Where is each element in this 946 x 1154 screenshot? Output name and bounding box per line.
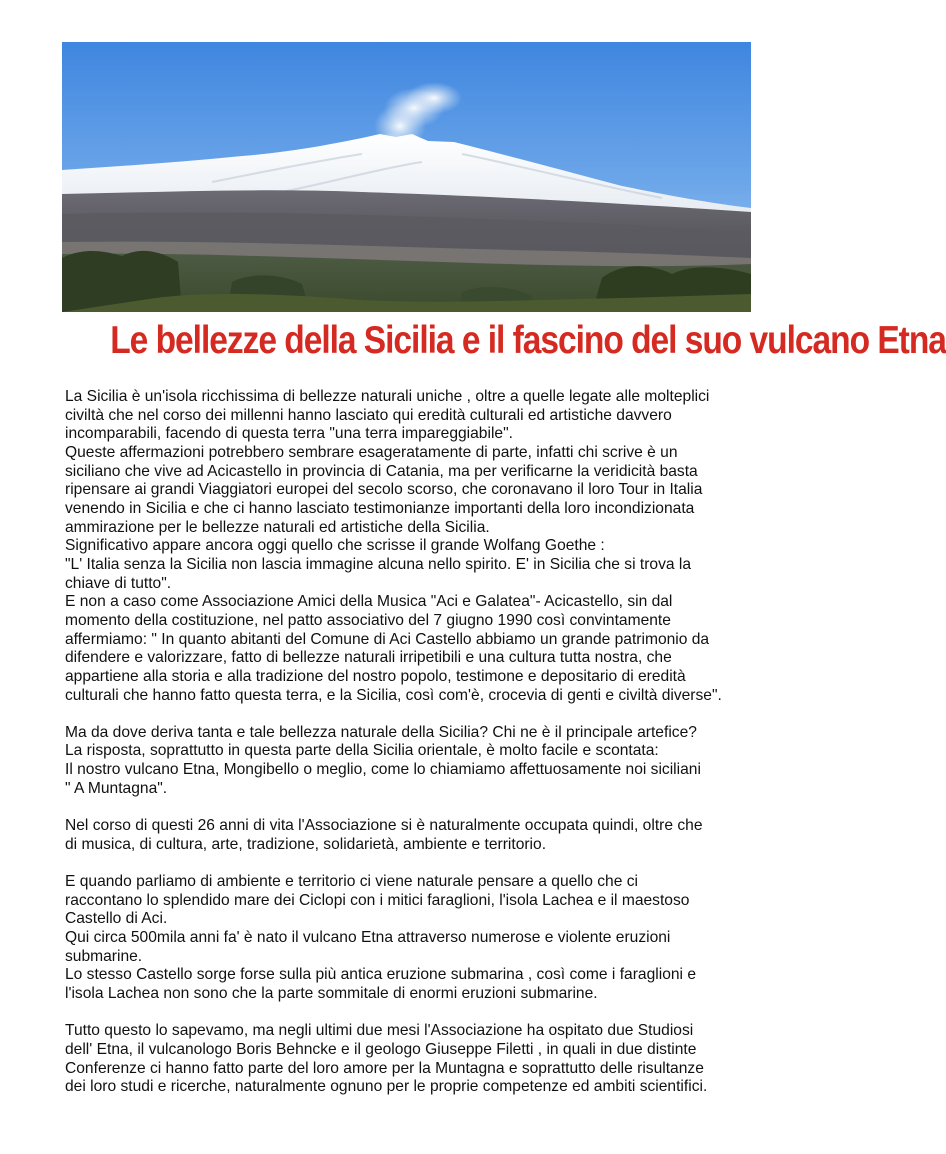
article-line: "L' Italia senza la Sicilia non lascia immagine alcuna nello spirito. E' in Sicilia che si trova la [65, 555, 692, 573]
article-line: E quando parliamo di ambiente e territorio ci viene naturale pensare a quello che ci [65, 873, 638, 891]
article-line: affermiamo: " In quanto abitanti del Comune di Aci Castello abbiamo un grande patrimonio da [65, 630, 710, 648]
article-line: incomparabili, facendo di questa terra "una terra impareggiabile". [65, 425, 513, 443]
article-line: l'isola Lachea non sono che la parte sommitale di enormi eruzioni submarine. [65, 984, 598, 1002]
article-line: Lo stesso Castello sorge forse sulla più antica eruzione submarina , così come i faraglioni e [65, 966, 697, 984]
article-line: submarine. [65, 947, 143, 965]
article-line [65, 705, 765, 724]
article-line: culturali che hanno fatto questa terra, e la Sicilia, così com'è, crocevia di genti e civiltà diverse". [65, 686, 722, 704]
article-line: La risposta, soprattutto in questa parte della Sicilia orientale, è molto facile e scontata: [65, 742, 659, 760]
article-line: La Sicilia è un'isola ricchissima di bellezze naturali uniche , oltre a quelle legate alle molteplici [65, 388, 710, 405]
page-title: Le bellezze della Sicilia e il fascino del suo vulcano Etna [110, 319, 946, 362]
article-line: dei loro studi e ricerche, naturalmente ognuno per le proprie competenze ed ambiti scientifici. [65, 1078, 708, 1096]
article-line [65, 854, 765, 873]
article-line [65, 798, 765, 817]
article-line: di musica, di cultura, arte, tradizione, solidarietà, ambiente e territorio. [65, 835, 547, 853]
article-line: Castello di Aci. [65, 910, 168, 928]
article-line: Queste affermazioni potrebbero sembrare esageratamente di parte, infatti chi scrive è un [65, 443, 678, 461]
article-body [65, 388, 765, 1097]
article-line: appartiene alla storia e alla tradizione del nostro popolo, testimone e depositario di eredità [65, 667, 686, 685]
article-line: " A Muntagna". [65, 779, 168, 797]
article-line: raccontano lo splendido mare dei Ciclopi con i mitici faraglioni, l'isola Lachea e il maestoso [65, 891, 690, 909]
article-line: Conferenze ci hanno fatto parte del loro amore per la Muntagna e soprattutto delle risultanze [65, 1059, 704, 1077]
article-line: momento della costituzione, nel patto associativo del 7 giugno 1990 così convintamente [65, 611, 671, 629]
article-line: Nel corso di questi 26 anni di vita l'Associazione si è naturalmente occupata quindi, oltre che [65, 817, 703, 835]
article-line: Tutto questo lo sapevamo, ma negli ultimi due mesi l'Associazione ha ospitato due Studiosi [65, 1022, 694, 1040]
article-line: ripensare ai grandi Viaggiatori europei del secolo scorso, che coronavano il loro Tour in Italia [65, 481, 703, 499]
article-line: Ma da dove deriva tanta e tale bellezza naturale della Sicilia? Chi ne è il principale artefice? [65, 723, 697, 741]
article-line: E non a caso come Associazione Amici della Musica "Aci e Galatea"- Acicastello, sin dal [65, 593, 673, 611]
article-line: ammirazione per le bellezze naturali ed artistiche della Sicilia. [65, 518, 490, 536]
article-line: civiltà che nel corso dei millenni hanno lasciato qui eredità culturali ed artistiche davvero [65, 406, 672, 424]
article-line: dell' Etna, il vulcanologo Boris Behncke e il geologo Giuseppe Filetti , in quali in due distinte [65, 1040, 697, 1058]
article-line: Significativo appare ancora oggi quello che scrisse il grande Wolfang Goethe : [65, 537, 605, 555]
article-line: siciliano che vive ad Acicastello in provincia di Catania, ma per verificarne la veridicità basta [65, 462, 698, 480]
article-line: chiave di tutto". [65, 574, 172, 592]
article-line [65, 1004, 765, 1023]
article-line: Il nostro vulcano Etna, Mongibello o meglio, come lo chiamiamo affettuosamente noi siciliani [65, 761, 701, 779]
article-line: difendere e valorizzare, fatto di bellezze naturali irripetibili e una cultura tutta nostra, che [65, 649, 672, 667]
hero-photo-etna [62, 42, 751, 312]
article-line: venendo in Sicilia e che ci hanno lasciato testimonianze importanti della loro incondizionata [65, 499, 695, 517]
article-line: Qui circa 500mila anni fa' è nato il vulcano Etna attraverso numerose e violente eruzioni [65, 928, 671, 946]
